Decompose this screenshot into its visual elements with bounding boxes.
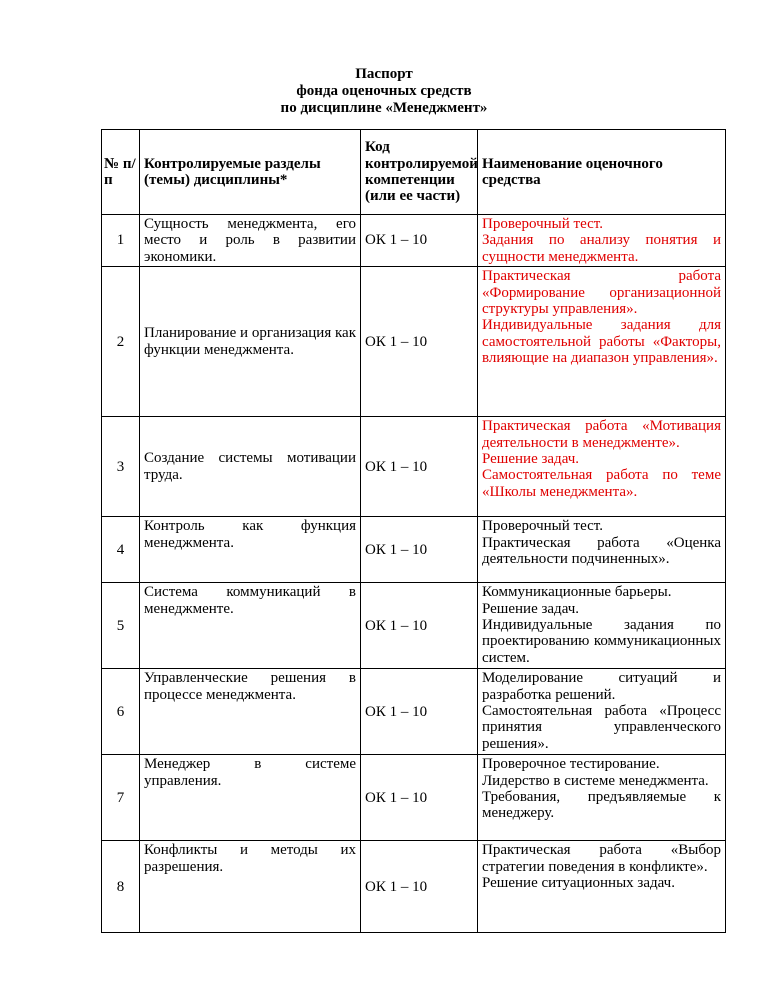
assessment-tool-cell <box>478 755 726 841</box>
competence-code: ОК 1 – 10 <box>361 267 478 417</box>
assessment-tool-cell <box>478 583 726 669</box>
header-code: Код контролируемой компетенции (или ее части) <box>361 130 478 215</box>
assessment-tool-cell <box>478 417 726 517</box>
header-section: Контролируемые разделы (темы) дисциплины* <box>140 130 361 215</box>
assessment-tool-item: Моделирование ситуаций и разработка решений. <box>482 670 721 703</box>
assessment-tool-item: Лидерство в системе менеджмента. <box>482 772 709 789</box>
assessment-tool-item: Практическая работа «Выбор стратегии поведения в конфликте». <box>482 842 721 875</box>
assessment-tool-item: Проверочный тест. <box>482 216 603 232</box>
competence-code: ОК 1 – 10 <box>361 841 478 933</box>
section-name: Менеджер в системе управления. <box>140 755 361 841</box>
assessment-tool-item: Задания по анализу понятия и сущности менеджмента. <box>482 232 721 265</box>
section-name: Контроль как функция менеджмента. <box>140 517 361 583</box>
table-row <box>102 417 726 517</box>
row-number: 5 <box>102 583 140 669</box>
assessment-tool-item: Индивидуальные задания по проектированию коммуникационных систем. <box>482 617 721 666</box>
document-title <box>0 66 768 117</box>
table-header-row <box>102 130 726 215</box>
assessment-table <box>101 129 726 933</box>
row-number: 7 <box>102 755 140 841</box>
competence-code: ОК 1 – 10 <box>361 517 478 583</box>
assessment-tool-item: Решение ситуационных задач. <box>482 875 675 892</box>
assessment-tool-item: Требования, предъявляемые к менеджеру. <box>482 789 721 822</box>
section-name: Планирование и организация как функции менеджмента. <box>140 267 361 417</box>
assessment-tool-item: Проверочный тест. <box>482 518 603 535</box>
assessment-tool-cell <box>478 669 726 755</box>
competence-code: ОК 1 – 10 <box>361 583 478 669</box>
row-number: 3 <box>102 417 140 517</box>
assessment-tool-cell <box>478 215 726 267</box>
assessment-tool-item: Решение задач. <box>482 600 580 617</box>
table-row <box>102 841 726 933</box>
section-name: Система коммуникаций в менеджменте. <box>140 583 361 669</box>
title-line-1: Паспорт <box>355 66 413 82</box>
row-number: 4 <box>102 517 140 583</box>
competence-code: ОК 1 – 10 <box>361 755 478 841</box>
table-row <box>102 669 726 755</box>
row-number: 8 <box>102 841 140 933</box>
competence-code: ОК 1 – 10 <box>361 669 478 755</box>
title-line-3: по дисциплине «Менеджмент» <box>280 100 488 116</box>
table-row <box>102 517 726 583</box>
competence-code: ОК 1 – 10 <box>361 215 478 267</box>
section-name: Конфликты и методы их разрешения. <box>140 841 361 933</box>
assessment-tool-item: Проверочное тестирование. <box>482 756 660 773</box>
row-number: 1 <box>102 215 140 267</box>
row-number: 2 <box>102 267 140 417</box>
section-name: Сущность менеджмента, его место и роль в развитии экономики. <box>140 215 361 267</box>
header-number: № п/п <box>102 130 140 215</box>
assessment-tool-item: Самостоятельная работа «Процесс принятия управленческого решения». <box>482 703 721 752</box>
table-body <box>102 215 726 933</box>
table-row <box>102 267 726 417</box>
table-row <box>102 755 726 841</box>
table-row <box>102 215 726 267</box>
assessment-tool-cell <box>478 517 726 583</box>
assessment-tool-item: Самостоятельная работа по теме «Школы менеджмента». <box>482 467 721 500</box>
table-row <box>102 583 726 669</box>
assessment-tool-item: Практическая работа «Оценка деятельности подчиненных». <box>482 534 721 568</box>
competence-code: ОК 1 – 10 <box>361 417 478 517</box>
section-name: Создание системы мотивации труда. <box>140 417 361 517</box>
title-line-2: фонда оценочных средств <box>296 83 472 99</box>
assessment-tool-cell <box>478 267 726 417</box>
section-name: Управленческие решения в процессе менеджмента. <box>140 669 361 755</box>
assessment-tool-item: Коммуникационные барьеры. <box>482 584 672 601</box>
assessment-tool-item: Индивидуальные задания для самостоятельной работы «Факторы, влияющие на диапазон управления». <box>482 317 721 367</box>
header-tool: Наименование оценочного средства <box>478 130 726 215</box>
assessment-tool-cell <box>478 841 726 933</box>
row-number: 6 <box>102 669 140 755</box>
assessment-tool-item: Практическая работа «Мотивация деятельности в менеджменте». <box>482 418 721 451</box>
assessment-tool-item: Решение задач. <box>482 451 580 468</box>
assessment-tool-item: Практическая работа «Формирование организационной структуры управления». <box>482 268 721 318</box>
